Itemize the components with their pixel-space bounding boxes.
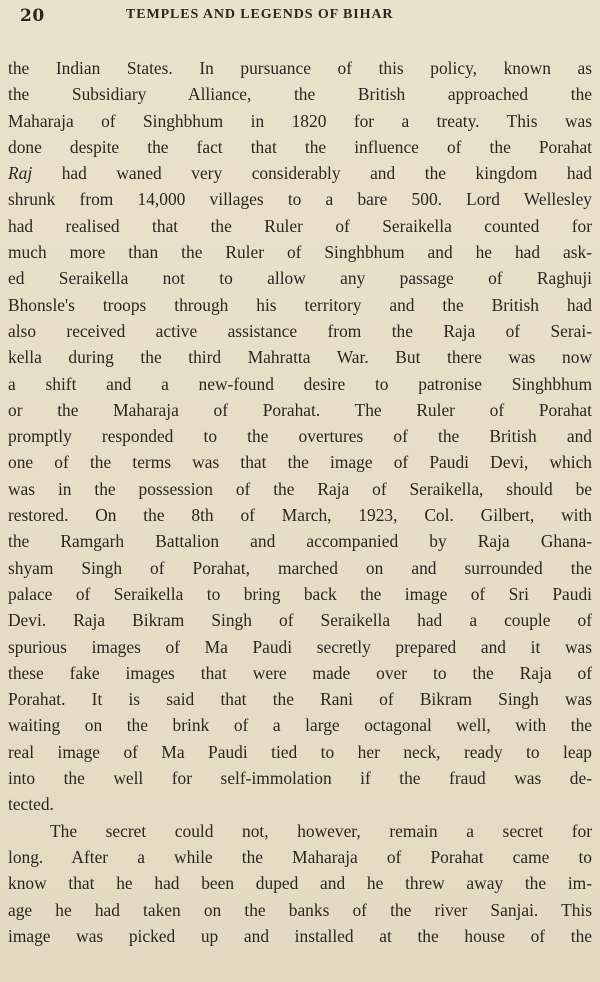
text-line: The secret could not, however, remain a secret for [50,820,592,841]
paragraph-1 [8,55,592,818]
paragraph-2 [8,818,592,949]
text-line-rest: had waned very considerably and the kingdom had [61,163,592,184]
text-line: shrunk from 14,000 villages to a bare 500. Lord Wellesley [8,189,592,210]
text-line: know that he had been duped and he threw away the im- [8,873,592,894]
text-line: also received active assistance from the Raja of Serai- [8,320,592,341]
text-line: much more than the Ruler of Singhbhum and he had ask- [8,242,592,263]
text-line: had realised that the Ruler of Seraikella counted for [8,215,592,236]
text-line: or the Maharaja of Porahat. The Ruler of Porahat [8,399,592,420]
text-line: real image of Ma Paudi tied to her neck, ready to leap [8,741,592,762]
text-line-with-italic [8,160,592,186]
running-head [8,0,592,40]
text-line: into the well for self-immolation if the fraud was de- [8,768,592,789]
body-text [8,55,592,949]
text-line: Devi. Raja Bikram Singh of Seraikella had a couple of [8,610,592,631]
text-line: Bhonsle's troops through his territory and the British had [8,294,592,315]
text-line: Maharaja of Singhbhum in 1820 for a treaty. This was [8,110,592,131]
text-line: a shift and a new-found desire to patronise Singhbhum [8,373,592,394]
text-line: waiting on the brink of a large octagonal well, with the [8,715,592,736]
text-line: the Subsidiary Alliance, the British approached the [8,84,592,105]
text-line: promptly responded to the overtures of the British and [8,426,592,447]
text-line: tected. [8,794,54,815]
italic-word: Raj [8,163,33,184]
text-line: shyam Singh of Porahat, marched on and surrounded the [8,557,592,578]
text-line: spurious images of Ma Paudi secretly prepared and it was [8,636,592,657]
text-line: long. After a while the Maharaja of Porahat came to [8,846,592,867]
text-line: kella during the third Mahratta War. But there was now [8,347,592,368]
text-line: Porahat. It is said that the Rani of Bikram Singh was [8,689,592,710]
text-line: the Indian States. In pursuance of this policy, known as [8,58,592,78]
page-number: 20 [20,6,45,26]
text-line: age he had taken on the banks of the river Sanjai. This [8,899,592,920]
text-line: image was picked up and installed at the house of the [8,925,592,946]
text-line: done despite the fact that the influence of the Porahat [8,136,592,157]
text-line: ed Seraikella not to allow any passage of Raghuji [8,268,592,289]
text-line: restored. On the 8th of March, 1923, Col. Gilbert, with [8,505,592,526]
text-line: was in the possession of the Raja of Seraikella, should be [8,478,592,499]
text-line: these fake images that were made over to the Raja of [8,662,592,683]
text-line: one of the terms was that the image of Paudi Devi, which [8,452,592,473]
text-line: palace of Seraikella to bring back the image of Sri Paudi [8,583,592,604]
running-header-title: TEMPLES AND LEGENDS OF BIHAR [126,7,394,22]
text-line: the Ramgarh Battalion and accompanied by Raja Ghana- [8,531,592,552]
